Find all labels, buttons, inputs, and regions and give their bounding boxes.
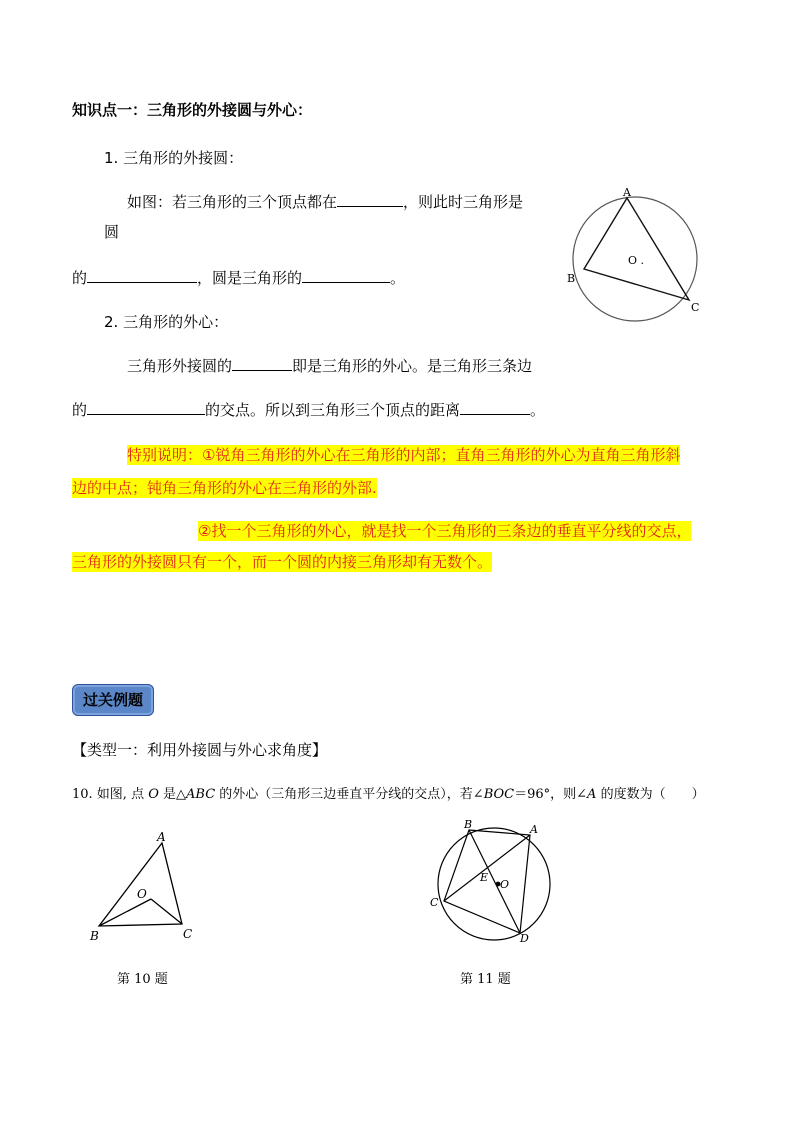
note-line2 [72,478,377,498]
item2-line2-a: 的 [72,401,88,419]
note-line4 [72,552,492,572]
label-A: A [157,830,166,844]
label-E: E [480,871,489,884]
figure-10 [84,826,204,948]
item1-line1 [127,192,523,212]
type-heading: 【类型一：利用外接圆与外心求角度】 [72,741,328,759]
note-text-2: 边的中点；钝角三角形的外心在三角形的外部. [72,479,377,497]
note-text-3: ②找一个三角形的外心，就是找一个三角形的三条边的垂直平分线的交点， [198,522,692,540]
q-prefix: 10. 如图, 点 [72,787,149,802]
note-line3 [198,521,691,541]
q-mid2: 的外心（三角形三边垂直平分线的交点），若∠ [215,787,484,802]
example-badge: 过关例题 [72,684,154,716]
label-B: B [567,272,576,285]
item2-line1-b: 即是三角形的外心。是三角形三条边 [292,357,533,375]
item1-number: 1. [104,149,119,167]
caption-11: 第 11 题 [460,972,511,987]
caption-10: 第 10 题 [117,972,168,987]
item2-line2-c: 。 [530,401,546,419]
item1-line3-b: ，圆是三角形的 [197,269,303,287]
q-mid1: 是△ [158,787,187,802]
item1-line1-a: 如图：若三角形的三个顶点都在 [127,193,338,211]
item2-line1 [127,356,532,376]
item1-heading [104,148,243,168]
blank-3[interactable] [302,268,390,283]
q-o: O [148,787,159,802]
item2-line2 [72,400,545,420]
note-text-1: 特别说明：①锐角三角形的外心在三角形的内部；直角三角形的外心为直角三角形斜 [127,446,681,464]
question-10 [72,785,705,805]
label-C: C [183,927,193,941]
item1-line1-b: ，则此时三角形是 [403,193,524,211]
blank-2[interactable] [87,268,197,283]
circumcircle-figure [560,184,710,324]
label-O: O [137,887,147,901]
label-A: A [623,186,631,199]
note-line1 [127,445,680,465]
label-O: O [500,878,510,891]
segment-ob [99,899,151,926]
label-C: C [430,896,439,909]
label-C: C [691,301,700,314]
circle-o [438,828,550,940]
label-B: B [90,929,99,943]
blank-4[interactable] [232,356,292,371]
item1-title: 三角形的外接圆： [123,149,244,167]
label-B: B [464,818,473,831]
label-D: D [520,932,529,945]
figure-11 [426,818,562,946]
item1-line2: 圆 [104,223,120,241]
item2-heading [104,312,228,332]
segment-bd [469,830,520,933]
q-abc: ABC [186,787,216,802]
item1-line3-a: 的 [72,269,88,287]
item2-title: 三角形的外心： [123,313,229,331]
blank-5[interactable] [87,400,205,415]
label-O: O . [628,254,645,267]
item1-line3 [72,268,405,288]
label-A: A [530,823,538,836]
item1-line3-c: 。 [390,269,406,287]
q-boc: BOC [483,787,515,802]
item2-line2-b: 的交点。所以到三角形三个顶点的距离 [205,401,461,419]
item2-number: 2. [104,313,119,331]
section-title: 知识点一：三角形的外接圆与外心： [72,101,313,119]
inscribed-triangle [584,198,689,300]
note-text-4: 三角形的外接圆只有一个，而一个圆的内接三角形却有无数个。 [72,553,493,571]
item2-line1-a: 三角形外接圆的 [127,357,233,375]
blank-1[interactable] [337,192,403,207]
segment-ac [444,835,530,901]
blank-6[interactable] [460,400,530,415]
q-a: A [587,787,597,802]
q-mid3: ＝96°，则∠ [514,787,588,802]
q-suffix: 的度数为（ ） [596,787,705,802]
